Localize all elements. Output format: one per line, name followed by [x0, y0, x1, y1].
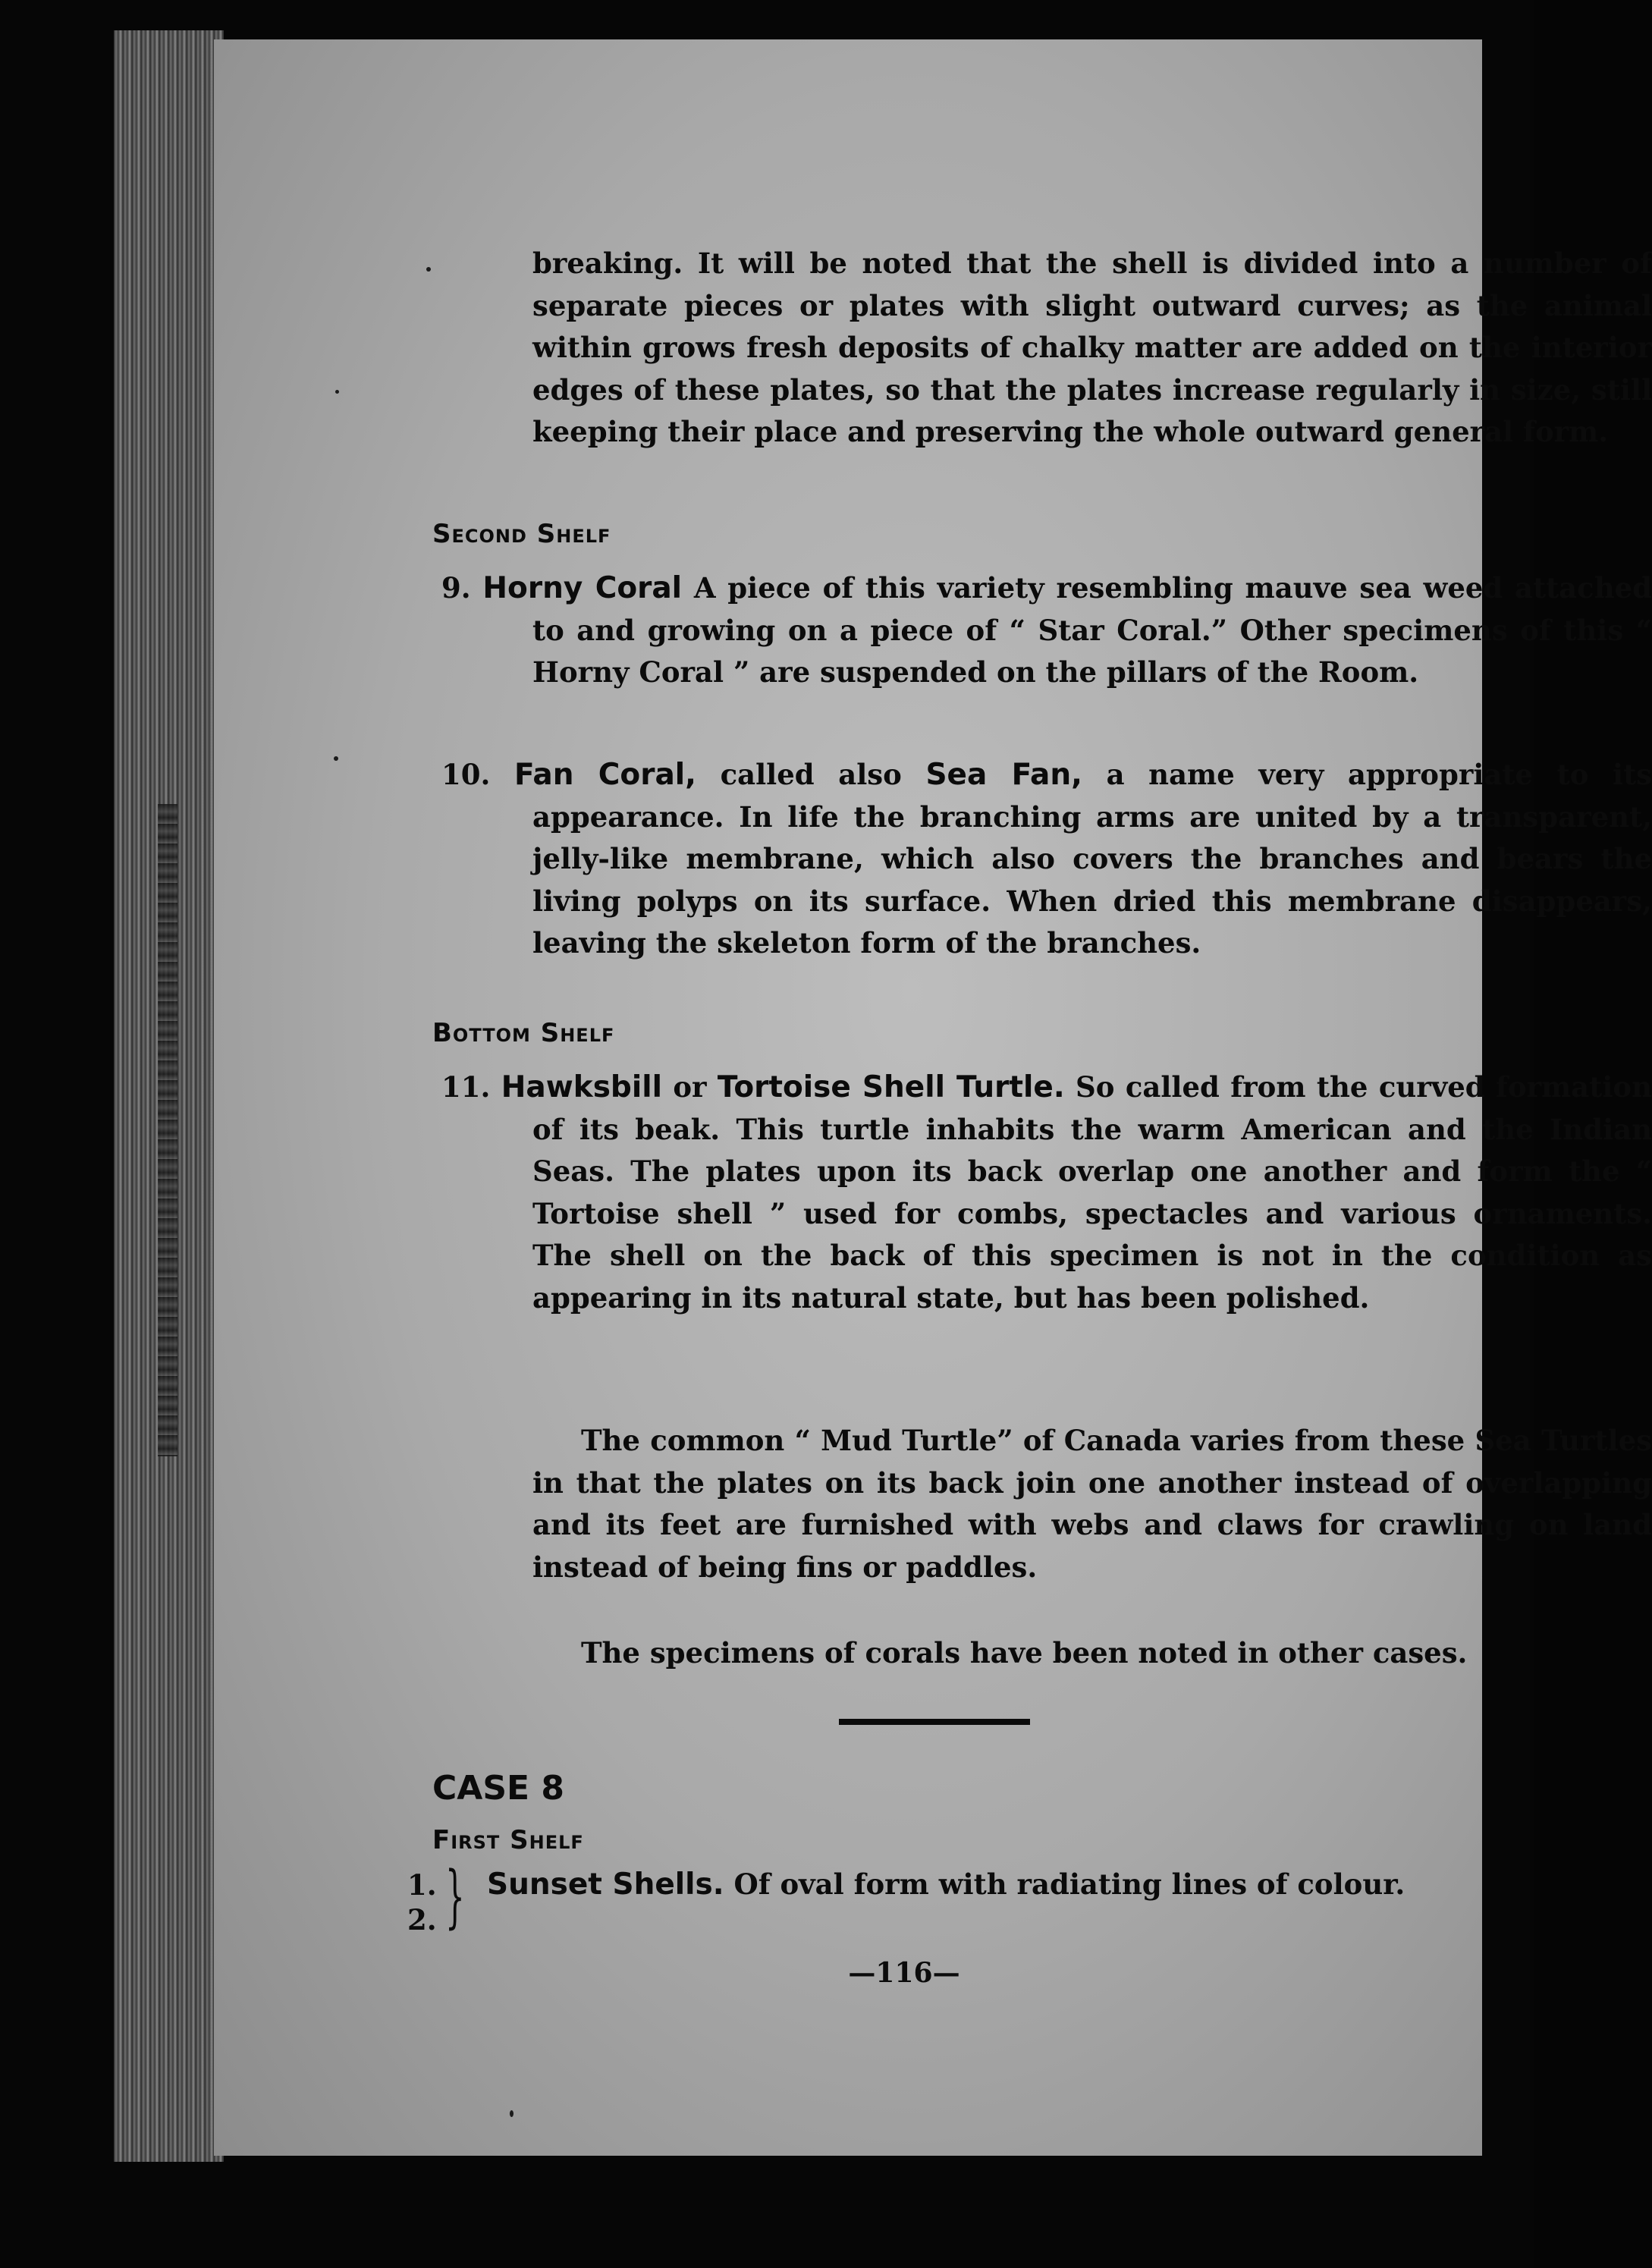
item-number: 10. [441, 758, 491, 791]
scan-speck [334, 756, 338, 761]
item-9-horny-coral [441, 567, 1652, 694]
item-number: 11. [441, 1070, 491, 1104]
item-11-hawksbill-turtle [441, 1066, 1652, 1319]
book-spine-label [158, 804, 177, 1456]
item-term-alt: Tortoise Shell Turtle. [717, 1070, 1065, 1104]
item-description: a name very appropriate to its appearance. In life the branching arms are united by a transparent, jelly-like membrane, which also covers the branches and bears the living polyps on its surface. When dried this membrane disappears, leaving the skeleton form of the branches. [532, 758, 1652, 960]
heading-first-shelf: First Shelf [432, 1825, 584, 1855]
item-description: Of oval form with radiating lines of colour. [724, 1867, 1405, 1901]
curly-brace-glyph: } [445, 1857, 465, 1937]
paragraph-mud-turtle: The common “ Mud Turtle” of Canada varies from these Sea Turtles in that the plates on its back join one another instead of overlapping and its feet are furnished with webs and claws for crawling on land instead of being fins or paddles. [532, 1424, 1652, 1584]
item-description: A piece of this variety resembling mauve sea weed attached to and growing on a piece of “ Star Coral.” Other specimens of this “ Horny Coral ” are suspended on the pillars of the Room. [532, 571, 1652, 689]
scan-speck [426, 267, 431, 272]
item-10-fan-coral [441, 754, 1652, 965]
heading-bottom-shelf: Bottom Shelf [432, 1018, 615, 1048]
book-page [214, 39, 1652, 2156]
page-text-area [214, 39, 1652, 2156]
section-divider-rule [839, 1719, 1030, 1725]
item-term: Horny Coral [482, 571, 683, 605]
item-number: 2. [407, 1903, 437, 1937]
scan-speck [510, 2110, 514, 2117]
item-term: Fan Coral, [514, 758, 696, 792]
item-description: called also [696, 758, 926, 791]
item-description: So called from the curved formation of its beak. This turtle inhabits the warm American and the Indian Seas. The plates upon its back overlap one another and form the “ Tortoise shell ” used for combs, spectacles and various ornaments. The shell on the back of this specimen is not in the condition as appearing in its natural state, but has been polished. [532, 1070, 1652, 1315]
heading-case-8: CASE 8 [432, 1769, 565, 1808]
page-number: —116— [848, 1957, 960, 1989]
heading-second-shelf: Second Shelf [432, 519, 611, 549]
item-number: 1. [407, 1868, 437, 1902]
paragraph-corals-noted: The specimens of corals have been noted in other cases. [581, 1636, 1468, 1670]
item-number: 9. [441, 571, 471, 605]
item-term: Hawksbill [501, 1070, 662, 1104]
item-term-alt: Sea Fan, [925, 758, 1082, 792]
item-numbers-1-2 [407, 1867, 437, 1937]
item-connector: or [661, 1070, 718, 1104]
scan-speck [335, 390, 339, 394]
item-sunset-shells [487, 1864, 1652, 1906]
paragraph-shell-plates: breaking. It will be noted that the shell is divided into a number of separate pieces or plates with slight outward curves; as the animal within grows fresh deposits of chalky matter are added on the interior edges of these plates, so that the plates increase regularly in size, still keeping their place and preserving the whole outward general form. [532, 247, 1652, 448]
item-term: Sunset Shells. [487, 1867, 724, 1902]
